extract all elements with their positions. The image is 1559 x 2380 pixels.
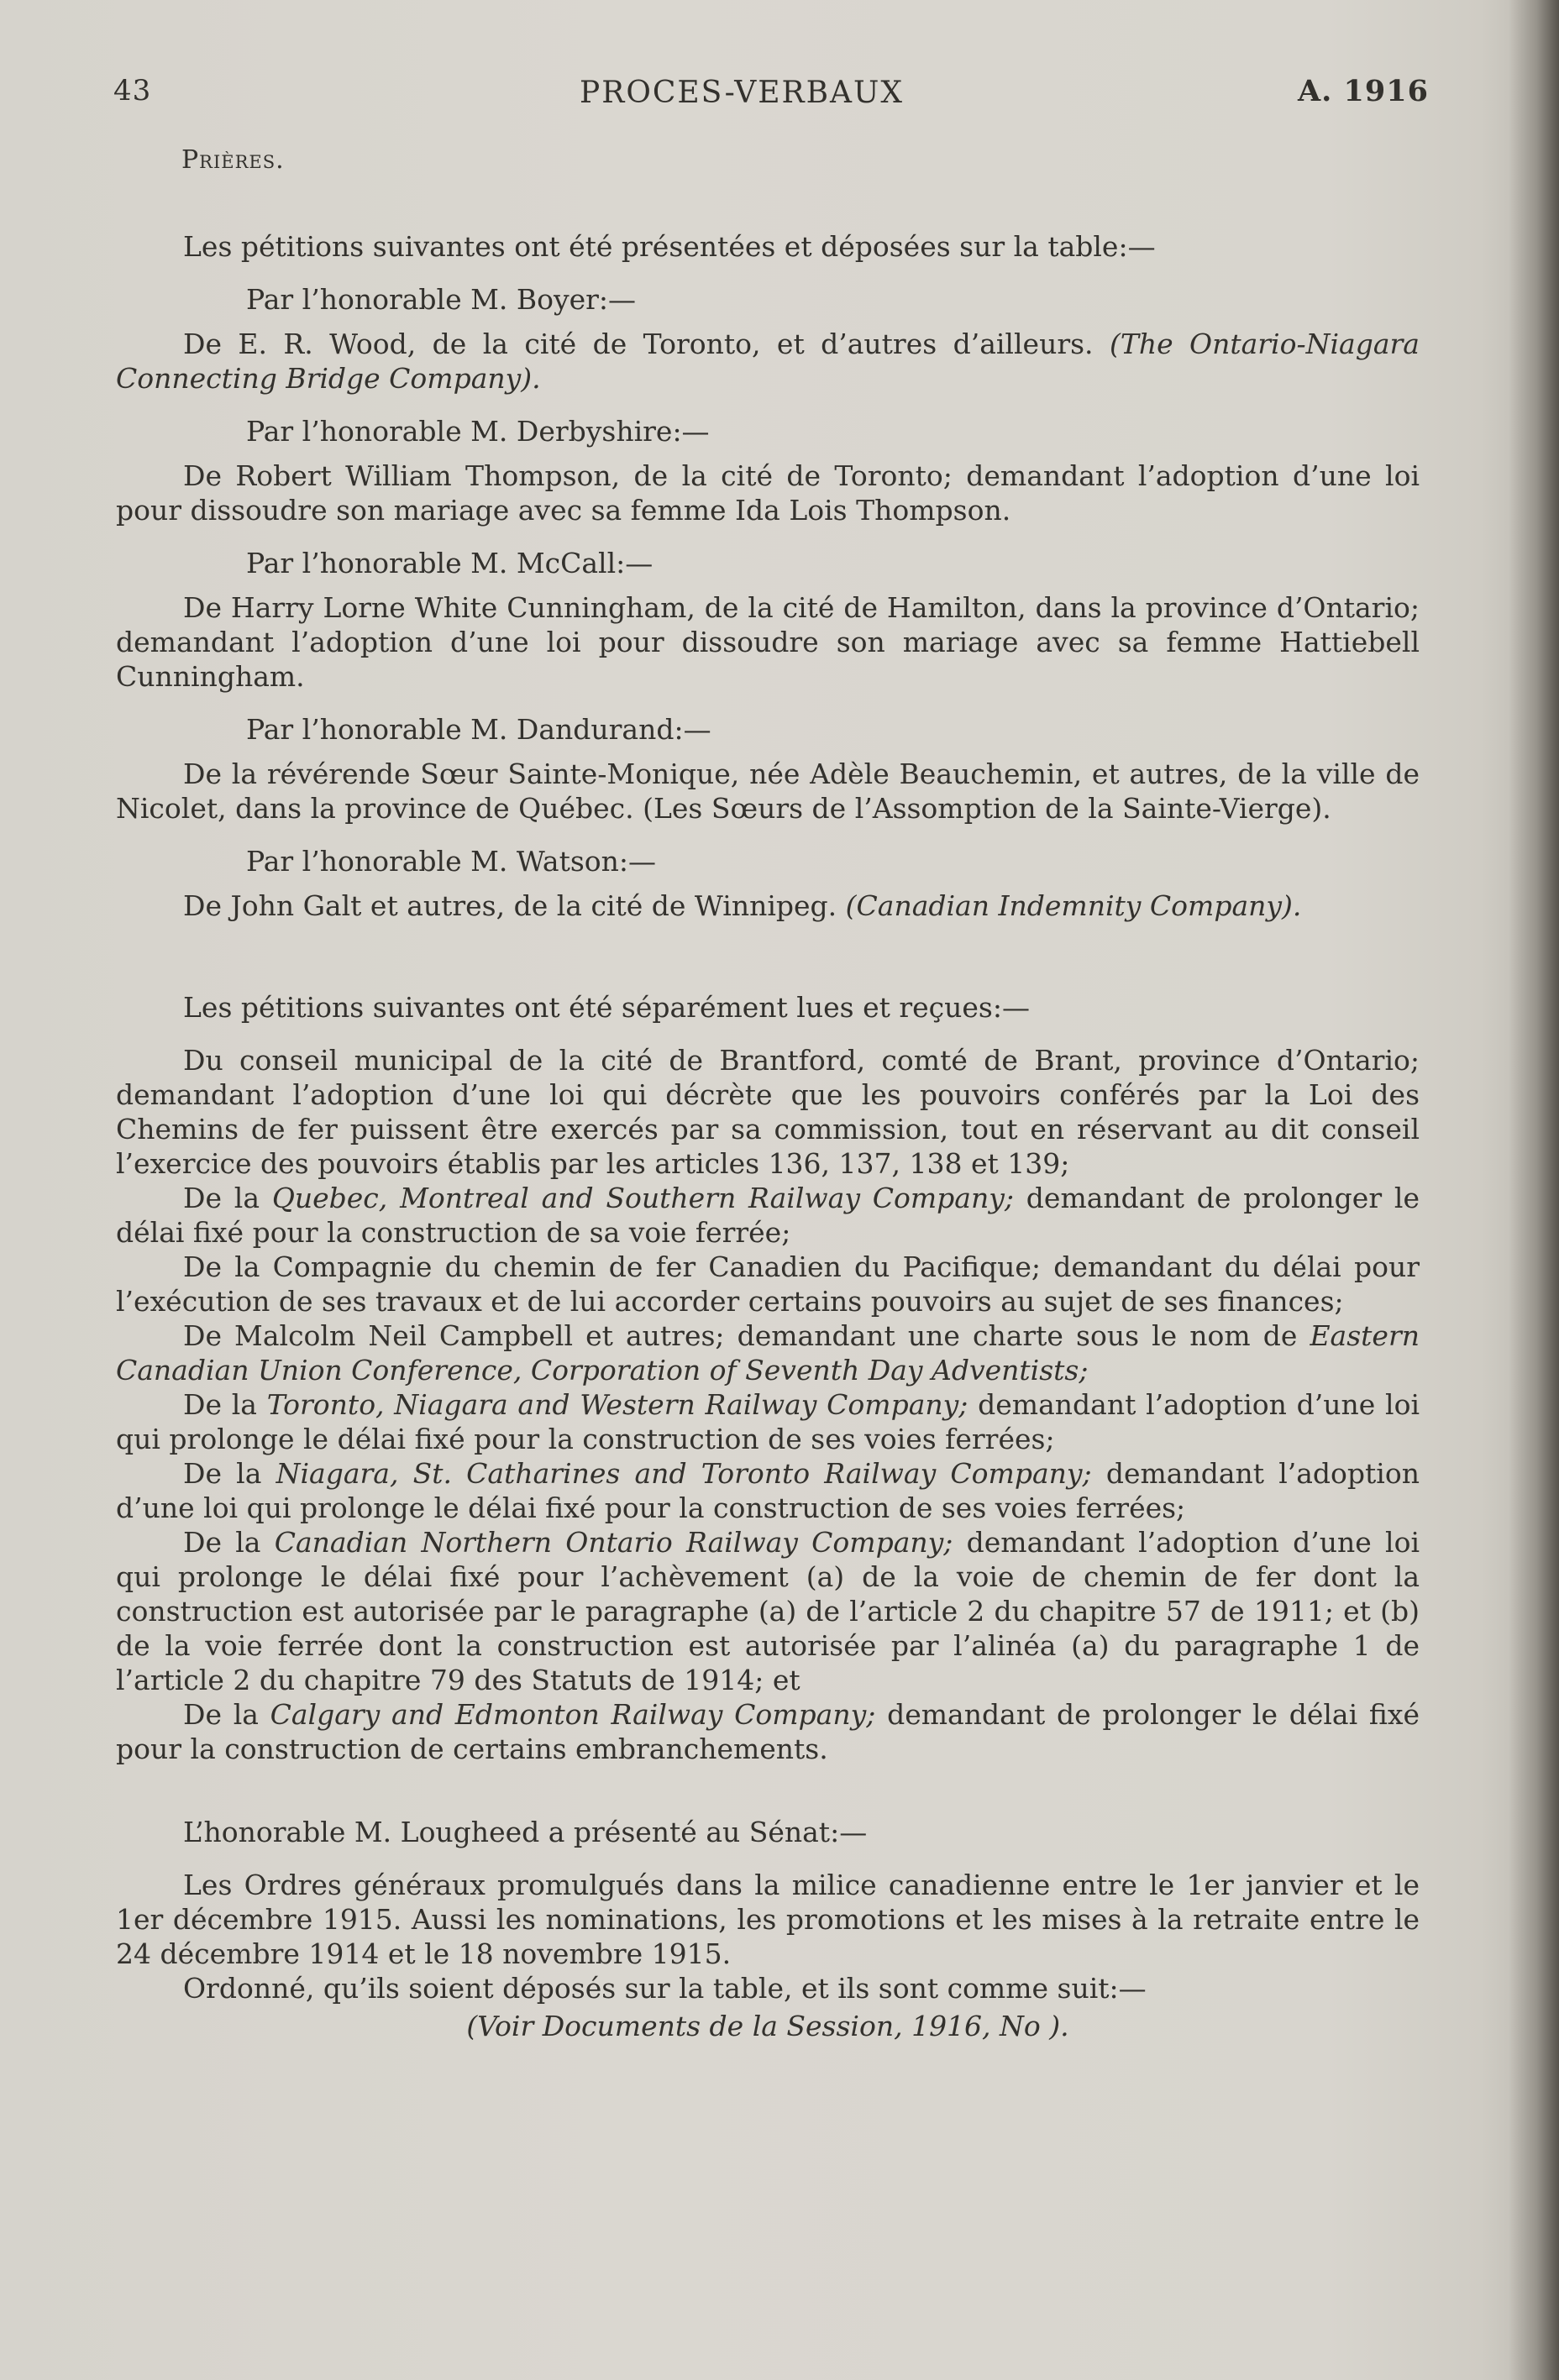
read-entry	[116, 1181, 1420, 1250]
petition-entry	[116, 327, 1420, 396]
read-entry-text: De Malcolm Neil Campbell et autres; demandant une charte sous le nom de	[183, 1319, 1310, 1352]
read-entry-company: Niagara, St. Catharines and Toronto Railway Company;	[276, 1457, 1092, 1490]
read-entry-text: De la	[183, 1526, 275, 1559]
petition-entry: De la révérende Sœur Sainte-Monique, née Adèle Beauchemin, et autres, de la ville de Nicolet, dans la province de Québec. (Les Sœurs de l’Assomption de la Sainte-Vierge).	[116, 758, 1420, 825]
read-entry-text: demandant l’adoption d’une loi qui prolonge le délai fixé pour la construction de ses voies ferrées;	[116, 1457, 1420, 1524]
page-header	[0, 74, 1559, 124]
petitions-presented-intro: Les pétitions suivantes ont été présentées et déposées sur la table:—	[183, 230, 1156, 263]
read-entry	[116, 1387, 1420, 1456]
session-document-reference: (Voir Documents de la Session, 1916, No ).	[466, 2010, 1069, 2042]
section-spacer	[116, 941, 1420, 990]
read-entry-text: De la	[183, 1182, 272, 1214]
senate-order: Ordonné, qu’ils soient déposés sur la table, et ils sont comme suit:—	[183, 1972, 1147, 2005]
page-number: 43	[113, 74, 152, 107]
section-spacer	[116, 1766, 1420, 1815]
petition-company: (Canadian Indemnity Company).	[845, 889, 1302, 922]
year-label: A. 1916	[1298, 74, 1429, 108]
petition-entry: De Harry Lorne White Cunningham, de la cité de Hamilton, dans la province d’Ontario; demandant l’adoption d’une loi pour dissoudre son mariage avec sa femme Hattiebell Cunningham.	[116, 591, 1420, 693]
read-entry-company: Toronto, Niagara and Western Railway Company;	[266, 1388, 968, 1421]
sponsor-line: Par l’honorable M. McCall:—	[246, 547, 654, 579]
read-entry	[116, 1250, 1420, 1318]
read-entry	[116, 1318, 1420, 1387]
petition-entry: De Robert William Thompson, de la cité de Toronto; demandant l’adoption d’une loi pour dissoudre son mariage avec sa femme Ida Lois Thompson.	[116, 459, 1420, 527]
read-entry-text: demandant l’adoption d’une loi qui prolonge le délai fixé pour la construction de ses voies ferrées;	[116, 1388, 1420, 1455]
senate-intro: L’honorable M. Lougheed a présenté au Sénat:—	[183, 1816, 868, 1848]
read-entry-text: demandant de prolonger le délai fixé pour la construction de certains embranchements.	[116, 1698, 1420, 1765]
read-entry	[116, 1525, 1420, 1697]
running-title: PROCES-VERBAUX	[580, 76, 904, 110]
read-entry-company: Eastern Canadian Union Conference, Corporation of Seventh Day Adventists;	[116, 1319, 1420, 1387]
sponsor-line: Par l’honorable M. Watson:—	[246, 845, 657, 878]
petition-text: De E. R. Wood, de la cité de Toronto, et d’autres d’ailleurs.	[183, 328, 1094, 360]
read-entry-text: demandant de prolonger le délai fixé pour la construction de sa voie ferrée;	[116, 1182, 1420, 1249]
petition-entry	[116, 889, 1420, 923]
read-entry-text: De la	[183, 1457, 276, 1490]
read-entry-text: De la	[183, 1388, 267, 1421]
read-entry-text: De la Compagnie du chemin de fer Canadien du Pacifique; demandant du délai pour l’exécution de ses travaux et de lui accorder certains pouvoirs au sujet de ses finances;	[116, 1250, 1420, 1318]
senate-body: Les Ordres généraux promulgués dans la milice canadienne entre le 1er janvier et le 1er décembre 1915. Aussi les nominations, les promotions et les mises à la retraite entre le 24 décembre 1914 et le 18 novembre 1915.	[116, 1869, 1420, 1970]
sponsor-line: Par l’honorable M. Dandurand:—	[246, 713, 711, 746]
read-entry-company: Calgary and Edmonton Railway Company;	[270, 1698, 876, 1731]
read-entry	[116, 1456, 1420, 1525]
section-title: Prières.	[181, 145, 285, 175]
read-entry-text: demandant l’adoption d’une loi qui prolonge le délai fixé pour l’achèvement (a) de la voie de chemin de fer dont la construction est autorisée par le paragraphe (a) de l’article 2 du chapitre 57 de 1911; et (b) de la voie ferrée dont la construction est autorisée par l’alinéa (a) du paragraphe 1 de l’article 2 du chapitre 79 des Statuts de 1914; et	[116, 1526, 1420, 1696]
read-entry-text: De la	[183, 1698, 270, 1731]
read-entry-company: Quebec, Montreal and Southern Railway Company;	[271, 1182, 1014, 1214]
sponsor-line: Par l’honorable M. Derbyshire:—	[246, 415, 710, 448]
binding-shadow	[1509, 0, 1559, 2380]
page-body	[116, 143, 1420, 2043]
read-entry-company: Canadian Northern Ontario Railway Company;	[274, 1526, 953, 1559]
read-entry	[116, 1043, 1420, 1181]
read-entry-text: Du conseil municipal de la cité de Brantford, comté de Brant, province d’Ontario; demandant l’adoption d’une loi qui décrète que les pouvoirs conférés par la Loi des Chemins de fer puissent être exercés par sa commission, tout en réservant au dit conseil l’exercice des pouvoirs établis par les articles 136, 137, 138 et 139;	[116, 1044, 1420, 1180]
petition-company: (The Ontario-Niagara Connecting Bridge Company).	[116, 328, 1420, 395]
sponsor-line: Par l’honorable M. Boyer:—	[246, 283, 637, 316]
read-entry	[116, 1697, 1420, 1766]
petition-text: De John Galt et autres, de la cité de Winnipeg.	[183, 889, 837, 922]
petitions-read-intro: Les pétitions suivantes ont été séparément lues et reçues:—	[183, 991, 1030, 1024]
